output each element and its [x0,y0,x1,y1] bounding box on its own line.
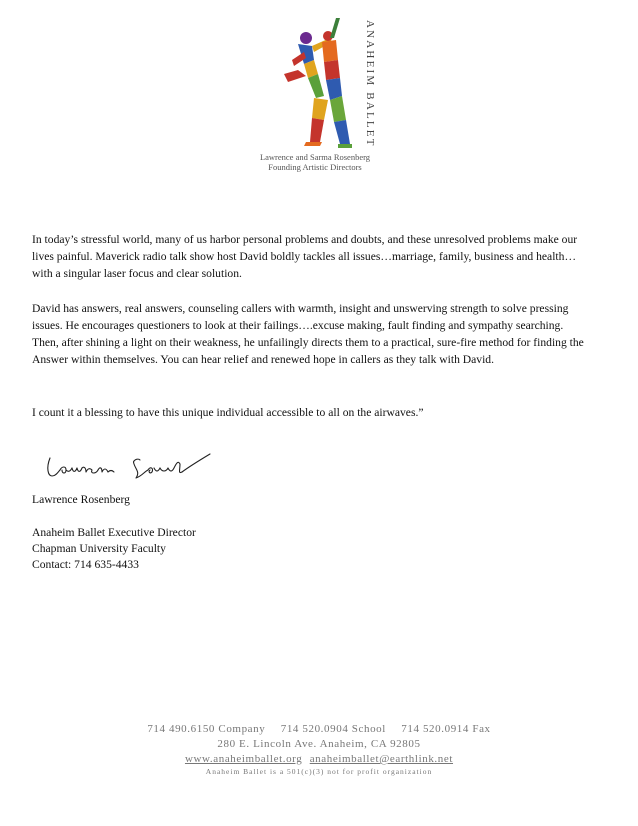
founders-caption [230,152,400,172]
phone-numbers [0,722,638,737]
phone-school: 714 520.0904 School [280,723,386,735]
organization-name: ANAHEIM BALLET [364,20,376,148]
dancers-logo-icon [284,16,356,150]
handwritten-signature [44,450,214,486]
web-links [0,752,638,767]
email-link[interactable]: anaheimballet@earthlink.net [309,753,454,765]
phone-company: 714 490.6150 Company [147,723,266,735]
signer-contact: Contact: 714 635-4433 [32,558,139,571]
website-link[interactable]: www.anaheimballet.org [184,753,303,765]
signer-name: Lawrence Rosenberg [32,493,130,506]
paragraph-closing: I count it a blessing to have this unique individual accessible to all on the airwaves.” [32,406,424,419]
signer-title-ballet: Anaheim Ballet Executive Director [32,526,196,539]
signature-block [32,492,196,573]
paragraph-answers: David has answers, real answers, counseling callers with warmth, insight and unswerving strength to solve pressing issues. He encourages questioners to look at their failings….excuse making, fault finding and sympathy searching. Then, after shining a light on their weakness, he unfailingly directs them to a practical, sure-fire method for finding the Answer within themselves. You can hear relief and renewed hope in callers as they talk with David. [32,302,584,366]
nonprofit-note: Anaheim Ballet is a 501(c)(3) not for profit organization [205,767,433,776]
letterhead-footer [0,722,638,777]
founders-title: Founding Artistic Directors [268,162,362,172]
street-address: 280 E. Lincoln Ave. Anaheim, CA 92805 [217,738,421,750]
paragraph-intro: In today’s stressful world, many of us harbor personal problems and doubts, and these unresolved problems make our lives painful. Maverick radio talk show host David boldly tackles all issues…marriage, family, business and health… with a singular laser focus and clear solution. [32,233,578,280]
signer-title-university: Chapman University Faculty [32,542,166,555]
phone-fax: 714 520.0914 Fax [401,723,491,735]
founders-names: Lawrence and Sarma Rosenberg [259,152,371,162]
